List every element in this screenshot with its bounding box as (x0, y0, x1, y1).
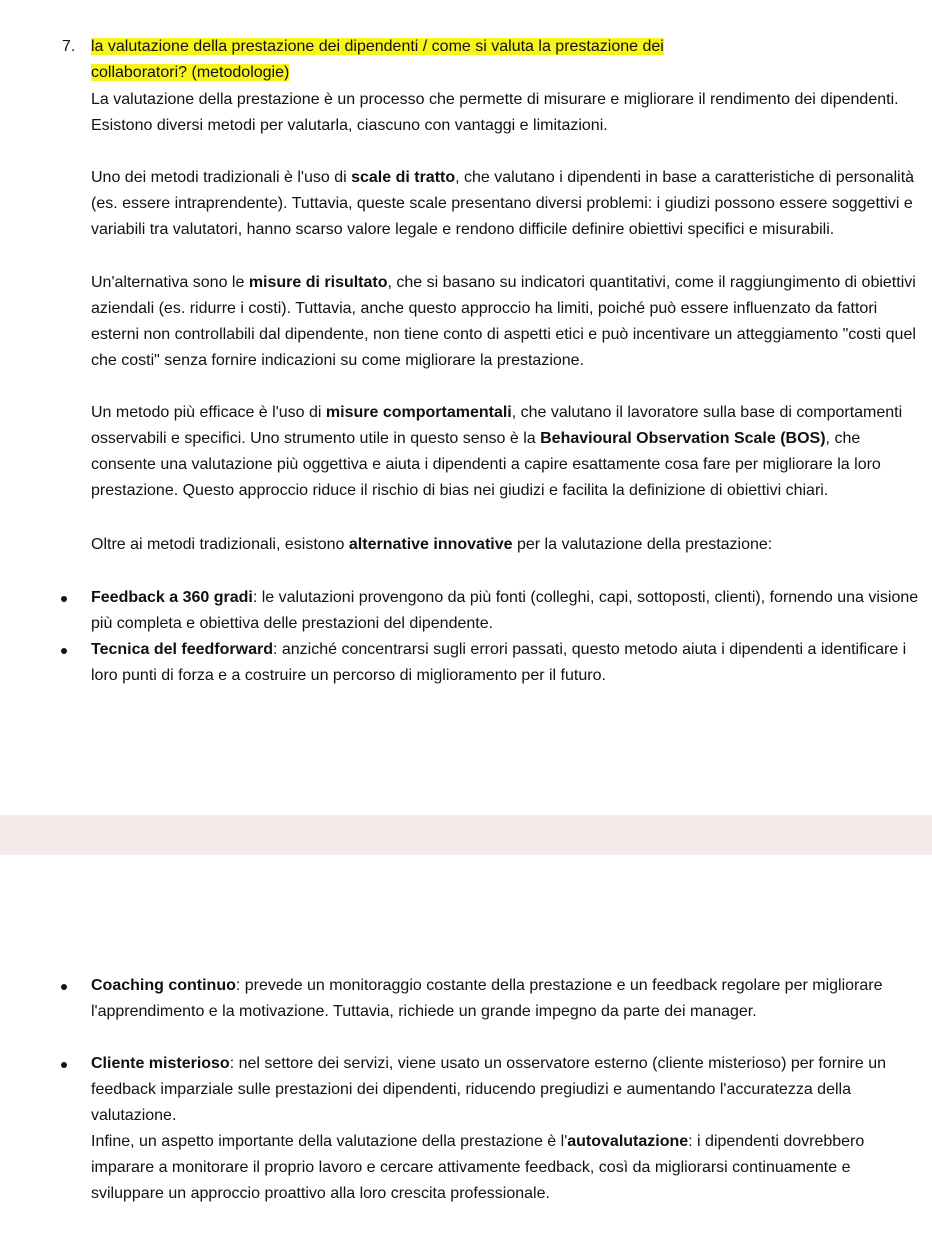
bold-term-bos: Behavioural Observation Scale (BOS) (540, 430, 826, 447)
text-run: : prevede un monitoraggio costante della prestazione e un feedback regolare per migliorare l'apprendimento e la motivazione. Tuttavia, richiede un grande impegno da parte dei manager. (91, 977, 883, 1020)
text-run: Uno dei metodi tradizionali è l'uso di (91, 169, 352, 186)
bold-term-autovalutazione: autovalutazione (567, 1133, 689, 1150)
heading-line-2: collaboratori? (metodologie) (91, 64, 290, 81)
text-run: Oltre ai metodi tradizionali, esistono (91, 536, 349, 553)
bullet-icon (61, 984, 67, 990)
bold-term: Coaching continuo (91, 977, 236, 994)
text-run: , che si basano su indicatori quantitativi, come il raggiungimento di obiettivi aziendali (es. ridurre i costi). Tuttavia, anche questo approccio ha limiti, poiché può essere influenzato da fattori esterni non controllabili dal dipendente, non tiene conto di aspetti etici e può incentivare un atteggiamento "costi quel che costi" senza fornire indicazioni su come migliorare la prestazione. (91, 274, 916, 369)
section-number: 7. (62, 38, 76, 55)
text-run: : nel settore dei servizi, viene usato un osservatore esterno (cliente misterioso) per fornire un feedback imparziale sulle prestazioni dei dipendenti, riducendo pregiudizi e aumentando l'accuratezza della valutazione. (91, 1055, 887, 1124)
bullet-icon (61, 1062, 67, 1068)
bold-term-alternative-innovative: alternative innovative (348, 536, 513, 553)
bold-term-misure-comportamentali: misure comportamentali (325, 404, 512, 421)
text-run: : anziché concentrarsi sugli errori passati, questo metodo aiuta i dipendenti a identificare i loro punti di forza e a costruire un percorso di miglioramento per il futuro. (91, 641, 907, 684)
bold-term-misure-di-risultato: misure di risultato (248, 274, 388, 291)
paragraph-misure-di-risultato (91, 270, 921, 374)
paragraph-autovalutazione (91, 1129, 921, 1207)
intro-paragraph: La valutazione della prestazione è un processo che permette di misurare e migliorare il rendimento dei dipendenti. Esistono diversi metodi per valutarla, ciascuno con vantaggi e limitazioni. (91, 91, 899, 134)
text-run: Un metodo più efficace è l'uso di (91, 404, 326, 421)
bold-term: Feedback a 360 gradi (91, 589, 253, 606)
bold-term: Cliente misterioso (91, 1055, 230, 1072)
section-heading (91, 34, 921, 86)
list-item-feedforward (91, 637, 921, 689)
text-run: , che valutano il lavoratore sulla base di comportamenti osservabili e specifici. Uno strumento utile in questo senso è la (91, 404, 903, 447)
page-break (0, 815, 932, 855)
text-run: Un'alternativa sono le (91, 274, 249, 291)
bullet-icon (61, 596, 67, 602)
text-run: per la valutazione della prestazione: (512, 536, 773, 553)
heading-line-1: la valutazione della prestazione dei dipendenti / come si valuta la prestazione dei (91, 38, 664, 55)
document-page-2 (0, 855, 932, 1242)
text-run: , che valutano i dipendenti in base a caratteristiche di personalità (es. essere intraprendente). Tuttavia, queste scale presentano diversi problemi: i giudizi possono essere soggettivi e variabili tra valutatori, hanno scarso valore legale e rendono difficile definire obiettivi specifici e misurabili. (91, 169, 915, 238)
text-run: , che consente una valutazione più oggettiva e aiuta i dipendenti a capire esattamente cosa fare per migliorare la loro prestazione. Questo approccio riduce il rischio di bias nei giudizi e facilita la definizione di obiettivi chiari. (91, 430, 881, 499)
list-item-cliente-misterioso (91, 1051, 921, 1129)
list-item-feedback-360 (91, 585, 921, 637)
text-run: Infine, un aspetto importante della valutazione della prestazione è l' (91, 1133, 568, 1150)
bold-term: Tecnica del feedforward (91, 641, 273, 658)
bullet-icon (61, 648, 67, 654)
list-item-coaching-continuo (91, 973, 921, 1025)
paragraph-alternative-innovative (91, 532, 921, 558)
paragraph-scale-di-tratto (91, 165, 921, 243)
text-run: : le valutazioni provengono da più fonti (colleghi, capi, sottoposti, clienti), fornendo una visione più completa e obiettiva delle prestazioni del dipendente. (91, 589, 919, 632)
bold-term-scale-di-tratto: scale di tratto (351, 169, 456, 186)
paragraph-misure-comportamentali (91, 400, 921, 504)
text-run: : i dipendenti dovrebbero imparare a monitorare il proprio lavoro e cercare attivamente feedback, così da migliorarsi continuamente e sviluppare un approccio proattivo alla loro crescita professionale. (91, 1133, 865, 1202)
